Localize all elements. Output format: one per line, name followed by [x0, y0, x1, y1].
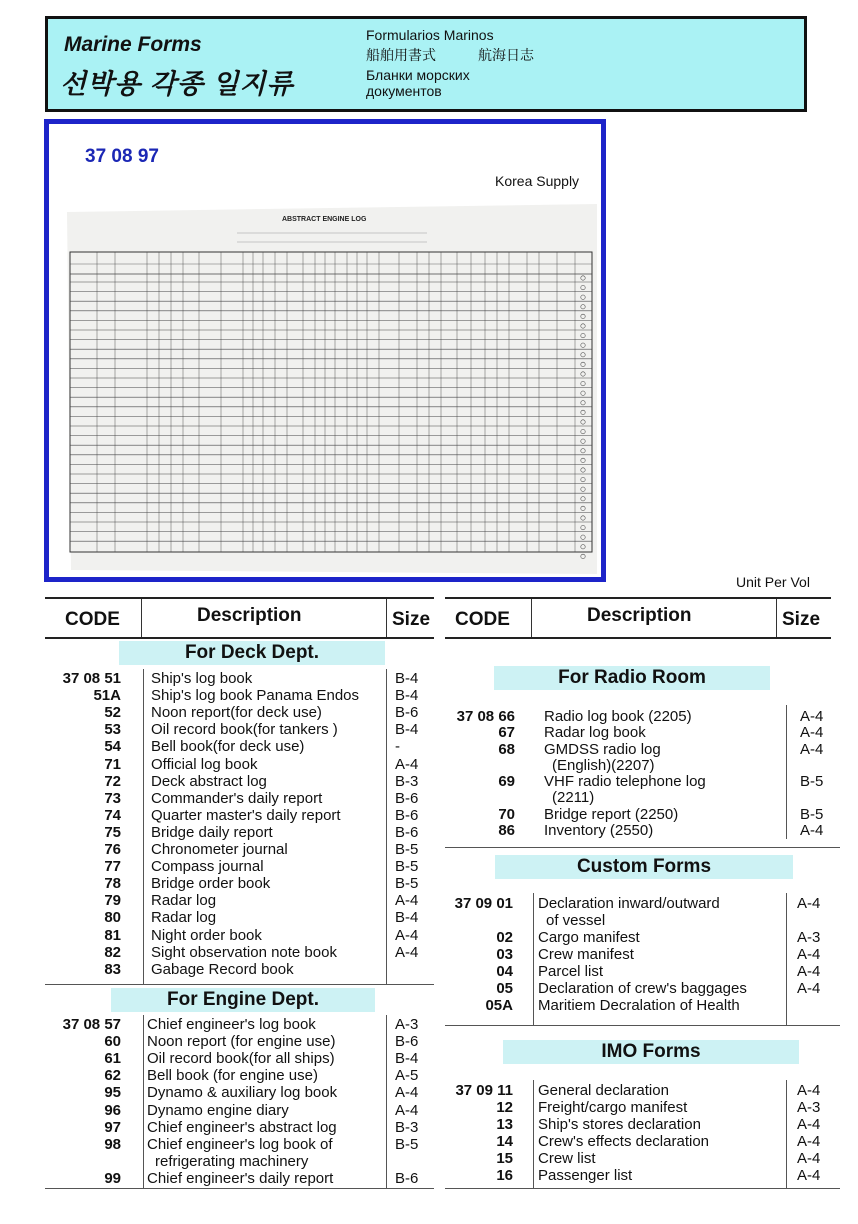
item-code: 37 09 11: [455, 1082, 513, 1099]
item-size: A-4: [395, 1101, 419, 1119]
title-russian-1: Бланки морских: [366, 67, 470, 83]
item-size: B-4: [395, 687, 419, 705]
item-description: Freight/cargo manifest: [538, 1099, 688, 1116]
item-code: 75: [104, 823, 121, 841]
item-code: 03: [496, 946, 513, 963]
item-description: Radio log book (2205): [544, 708, 692, 725]
item-code: 05: [496, 980, 513, 997]
unit-per-vol-label: Unit Per Vol: [736, 574, 810, 590]
item-size: B-6: [395, 806, 419, 824]
item-code: 37 08 57: [62, 1016, 121, 1033]
item-size: B-3: [395, 772, 419, 790]
item-size: B-4: [395, 1050, 419, 1068]
item-description: GMDSS radio log: [544, 740, 661, 758]
item-size: -: [395, 738, 400, 756]
product-image-frame: [44, 119, 606, 582]
item-size: A-4: [395, 892, 419, 910]
item-description-continued: of vessel: [546, 912, 606, 929]
section-deck-dept: For Deck Dept.: [119, 641, 385, 665]
item-code: 78: [104, 875, 121, 893]
item-description: Dynamo & auxiliary log book: [147, 1084, 338, 1102]
item-size: A-5: [395, 1067, 419, 1085]
item-code: 68: [498, 740, 515, 758]
item-size: A-4: [800, 724, 824, 742]
item-description: General declaration: [538, 1082, 669, 1099]
item-size: B-5: [395, 841, 419, 858]
product-code: 37 08 97: [85, 146, 159, 167]
item-size: A-4: [395, 926, 419, 944]
header-code-right: CODE: [455, 609, 510, 630]
item-description-continued: (2211): [552, 789, 595, 807]
item-code: 73: [104, 789, 121, 807]
item-description: Ship's stores declaration: [538, 1116, 701, 1133]
item-code: 86: [498, 822, 515, 840]
header-size: Size: [392, 609, 431, 630]
item-description: Radar log book: [544, 724, 646, 742]
item-code: 51A: [93, 687, 121, 705]
item-code: 81: [104, 926, 121, 944]
item-code: 83: [104, 960, 121, 978]
item-code: 52: [104, 704, 121, 722]
item-size: A-4: [800, 708, 824, 725]
item-code: 72: [104, 772, 121, 790]
item-description: Night order book: [151, 926, 262, 944]
item-description: Crew's effects declaration: [538, 1133, 709, 1150]
section-engine-dept: For Engine Dept.: [111, 988, 375, 1012]
header-description: Description: [197, 605, 302, 626]
item-size: A-4: [395, 1084, 419, 1102]
item-size: B-6: [395, 823, 419, 841]
item-code: 96: [104, 1101, 121, 1119]
item-size: A-3: [797, 1099, 821, 1116]
item-description: Official log book: [151, 755, 258, 773]
left-table-header: [45, 597, 434, 639]
item-description: Quarter master's daily report: [151, 806, 341, 824]
item-size: B-6: [395, 789, 419, 807]
item-description-continued: (English)(2207): [552, 756, 655, 774]
item-description: Chief engineer's daily report: [147, 1169, 334, 1187]
item-size: B-5: [395, 1135, 419, 1153]
item-description: Radar log: [151, 909, 217, 927]
item-description: Maritiem Decralation of Health: [538, 997, 740, 1014]
item-description: Cargo manifest: [538, 929, 640, 946]
item-code: 53: [104, 721, 121, 739]
item-code: 13: [496, 1116, 513, 1133]
item-size: A-4: [800, 740, 824, 758]
item-code: 77: [104, 858, 121, 876]
title-spanish: Formularios Marinos: [366, 27, 494, 43]
item-description: Declaration inward/outward: [538, 895, 720, 912]
item-size: A-4: [797, 1116, 821, 1133]
item-size: A-4: [797, 895, 821, 912]
item-description: Gabage Record book: [151, 960, 294, 978]
title-russian-2: документов: [366, 83, 442, 99]
item-code: 95: [104, 1084, 121, 1102]
item-description: Inventory (2550): [544, 822, 654, 840]
item-description: Passenger list: [538, 1167, 633, 1184]
item-code: 82: [104, 943, 121, 961]
title-chinese-1: 船舶用書式: [366, 47, 436, 63]
item-code: 80: [104, 909, 121, 927]
item-size: A-4: [800, 822, 824, 840]
item-description: Chief engineer's abstract log: [147, 1118, 337, 1136]
item-description: Bell book (for engine use): [147, 1067, 318, 1085]
item-size: A-4: [797, 1150, 821, 1167]
section-radio-room: For Radio Room: [494, 666, 770, 690]
item-size: B-5: [395, 858, 419, 876]
item-code: 15: [496, 1150, 513, 1167]
item-description: Parcel list: [538, 963, 604, 980]
section-custom-forms: Custom Forms: [495, 855, 793, 879]
item-code: 70: [498, 805, 515, 823]
item-size: B-6: [395, 1033, 419, 1051]
title-banner: [45, 16, 807, 112]
item-description: Dynamo engine diary: [147, 1101, 289, 1119]
item-description: Bridge daily report: [151, 823, 273, 841]
item-size: A-4: [395, 755, 419, 773]
item-description: Chronometer journal: [151, 841, 288, 858]
item-size: B-5: [395, 875, 419, 893]
header-description-right: Description: [587, 605, 692, 626]
header-size-right: Size: [782, 609, 821, 630]
item-description: Declaration of crew's baggages: [538, 980, 747, 997]
item-code: 37 09 01: [454, 895, 513, 912]
log-form-illustration: [67, 204, 597, 574]
item-description: Oil record book(for tankers ): [151, 721, 338, 739]
item-size: A-3: [797, 929, 821, 946]
item-description: Sight observation note book: [151, 943, 337, 961]
title-chinese-2: 航海日志: [478, 47, 534, 63]
title-english: Marine Forms: [64, 33, 202, 56]
form-title: ABSTRACT ENGINE LOG: [282, 216, 367, 223]
item-description: Oil record book(for all ships): [147, 1050, 335, 1068]
item-size: A-4: [797, 946, 821, 963]
item-code: 67: [498, 724, 515, 742]
item-size: A-4: [797, 1082, 821, 1099]
item-size: A-4: [797, 1133, 821, 1150]
item-size: B-4: [395, 721, 419, 739]
item-code: 74: [104, 806, 121, 824]
item-code: 97: [104, 1118, 121, 1136]
item-description: Bridge order book: [151, 875, 271, 893]
item-size: A-4: [797, 963, 821, 980]
item-size: B-6: [395, 704, 419, 722]
supplier-name: Korea Supply: [495, 173, 580, 189]
item-code: 02: [496, 929, 513, 946]
item-description: Chief engineer's log book of: [147, 1135, 333, 1153]
item-size: A-3: [395, 1016, 419, 1033]
item-size: A-4: [395, 943, 419, 961]
item-description: Crew list: [538, 1150, 596, 1167]
title-korean: 선박용 각종 일지류: [60, 69, 294, 99]
item-code: 04: [496, 963, 513, 980]
section-imo-forms: IMO Forms: [503, 1040, 799, 1064]
item-code: 61: [104, 1050, 121, 1068]
item-code: 37 08 66: [456, 708, 515, 725]
item-code: 69: [498, 773, 515, 791]
item-code: 76: [104, 841, 121, 858]
item-description: Commander's daily report: [151, 789, 323, 807]
item-description: Crew manifest: [538, 946, 634, 963]
item-code: 05A: [485, 997, 513, 1014]
item-code: 62: [104, 1067, 121, 1085]
item-size: A-4: [797, 980, 821, 997]
item-code: 98: [104, 1135, 121, 1153]
item-size: A-4: [797, 1167, 821, 1184]
item-code: 99: [104, 1169, 121, 1187]
item-size: B-5: [800, 773, 824, 791]
item-code: 71: [104, 755, 121, 773]
item-description: Compass journal: [151, 858, 264, 876]
item-size: B-5: [800, 805, 824, 823]
item-code: 37 08 51: [62, 670, 121, 687]
item-description: Bridge report (2250): [544, 805, 679, 823]
item-description: Noon report(for deck use): [151, 704, 322, 722]
item-code: 60: [104, 1033, 121, 1051]
item-code: 12: [496, 1099, 513, 1116]
item-description: Noon report (for engine use): [147, 1033, 336, 1051]
item-code: 54: [104, 738, 121, 756]
item-description-continued: refrigerating machinery: [155, 1152, 309, 1170]
item-size: B-4: [395, 670, 419, 687]
item-code: 16: [496, 1167, 513, 1184]
item-description: Bell book(for deck use): [151, 738, 305, 756]
item-code: 79: [104, 892, 121, 910]
item-size: B-4: [395, 909, 419, 927]
item-description: Chief engineer's log book: [147, 1016, 316, 1033]
item-description: Deck abstract log: [151, 772, 267, 790]
item-description: Ship's log book: [151, 670, 253, 687]
right-table-header: [445, 597, 831, 639]
item-size: B-3: [395, 1118, 419, 1136]
item-description: VHF radio telephone log: [544, 773, 706, 791]
item-size: B-6: [395, 1169, 419, 1187]
item-code: 14: [496, 1133, 513, 1150]
item-description: Radar log: [151, 892, 217, 910]
header-code: CODE: [65, 609, 120, 630]
item-description: Ship's log book Panama Endos: [151, 687, 360, 705]
